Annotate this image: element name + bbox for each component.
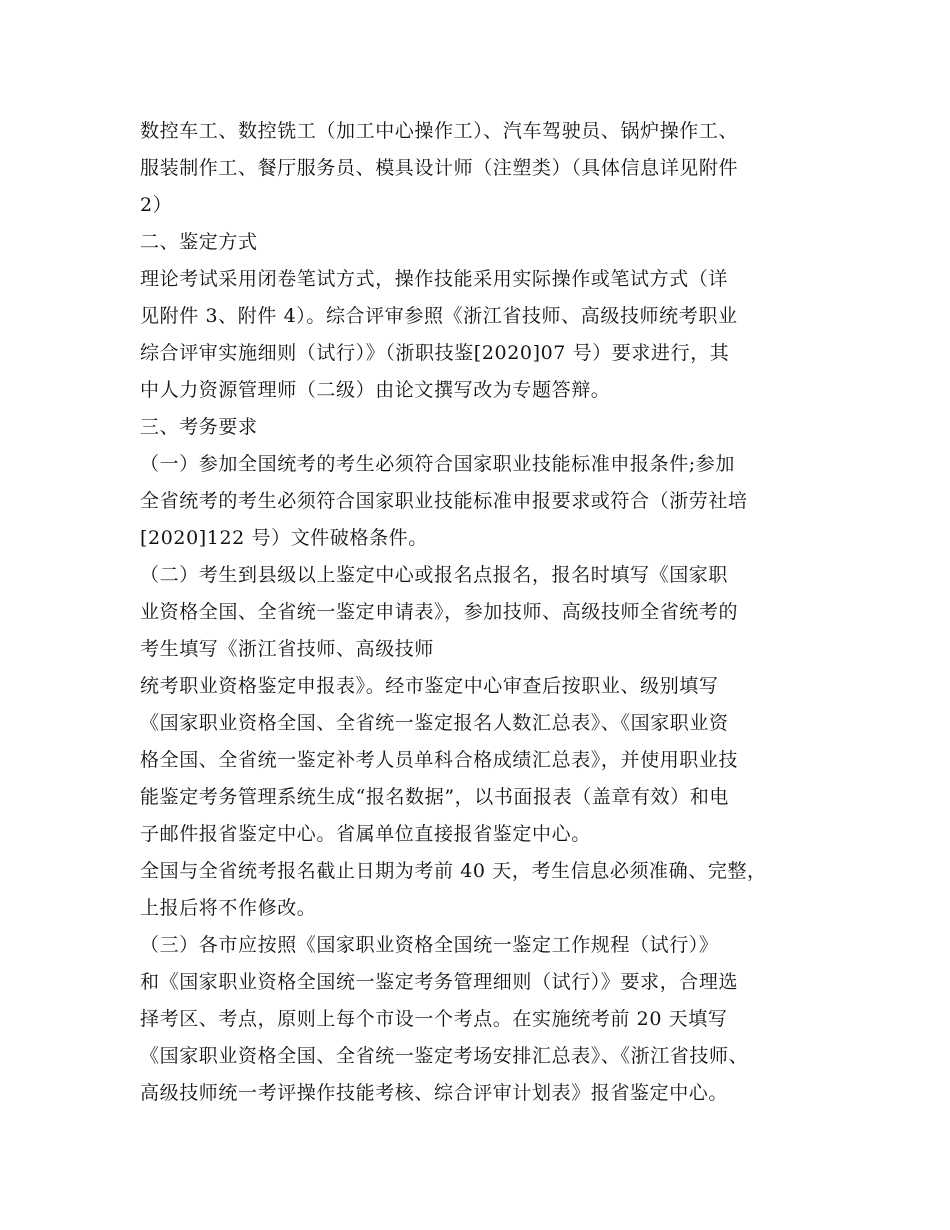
text-line: 业资格全国、全省统一鉴定申请表》，参加技师、高级技师全省统考的 xyxy=(140,601,739,623)
text-line: 能鉴定考务管理系统生成“报名数据”，以书面报表（盖章有效）和电 xyxy=(140,786,730,808)
text-line: 格全国、全省统一鉴定补考人员单科合格成绩汇总表》，并使用职业技 xyxy=(140,749,739,771)
text-line: 服装制作工、餐厅服务员、模具设计师（注塑类）（具体信息详见附件 xyxy=(140,157,739,179)
text-line: 统考职业资格鉴定申报表》。经市鉴定中心审查后按职业、级别填写 xyxy=(140,675,719,697)
text-line: 全省统考的考生必须符合国家职业技能标准申报要求或符合（浙劳社培 xyxy=(140,490,748,512)
text-line: 高级技师统一考评操作技能考核、综合评审计划表》报省鉴定中心。 xyxy=(140,1082,729,1104)
text-line: [2020]122 号）文件破格条件。 xyxy=(140,527,428,549)
text-line: 理论考试采用闭卷笔试方式，操作技能采用实际操作或笔试方式（详 xyxy=(140,268,729,290)
text-line: （一）参加全国统考的考生必须符合国家职业技能标准申报条件;参加 xyxy=(140,453,736,475)
document-body xyxy=(140,113,820,1112)
text-line: 见附件 3、附件 4）。综合评审参照《浙江省技师、高级技师统考职业 xyxy=(140,305,738,327)
text-line: 综合评审实施细则（试行）》（浙职技鉴[2020]07 号）要求进行，其 xyxy=(140,342,730,364)
text-line: 数控车工、数控铣工（加工中心操作工）、汽车驾驶员、锅炉操作工、 xyxy=(140,120,739,142)
text-line: 考生填写《浙江省技师、高级技师 xyxy=(140,638,435,660)
text-line: 和《国家职业资格全国统一鉴定考务管理细则（试行）》要求，合理选 xyxy=(140,971,739,993)
text-line: 2） xyxy=(140,194,173,216)
text-line: （二）考生到县级以上鉴定中心或报名点报名，报名时填写《国家职 xyxy=(140,564,729,586)
text-line: 中人力资源管理师（二级）由论文撰写改为专题答辩。 xyxy=(140,379,611,401)
text-line: 子邮件报省鉴定中心。省属单位直接报省鉴定中心。 xyxy=(140,823,591,845)
section-heading: 二、鉴定方式 xyxy=(140,231,258,253)
text-line: （三）各市应按照《国家职业资格全国统一鉴定工作规程（试行）》 xyxy=(140,934,719,956)
text-line: 《国家职业资格全国、全省统一鉴定考场安排汇总表》、《浙江省技师、 xyxy=(140,1045,749,1067)
text-line: 全国与全省统考报名截止日期为考前 40 天，考生信息必须准确、完整， xyxy=(140,860,767,882)
section-heading: 三、考务要求 xyxy=(140,416,258,438)
text-line: 上报后将不作修改。 xyxy=(140,897,317,919)
text-line: 择考区、考点，原则上每个市设一个考点。在实施统考前 20 天填写 xyxy=(140,1008,728,1030)
text-line: 《国家职业资格全国、全省统一鉴定报名人数汇总表》、《国家职业资 xyxy=(140,712,729,734)
